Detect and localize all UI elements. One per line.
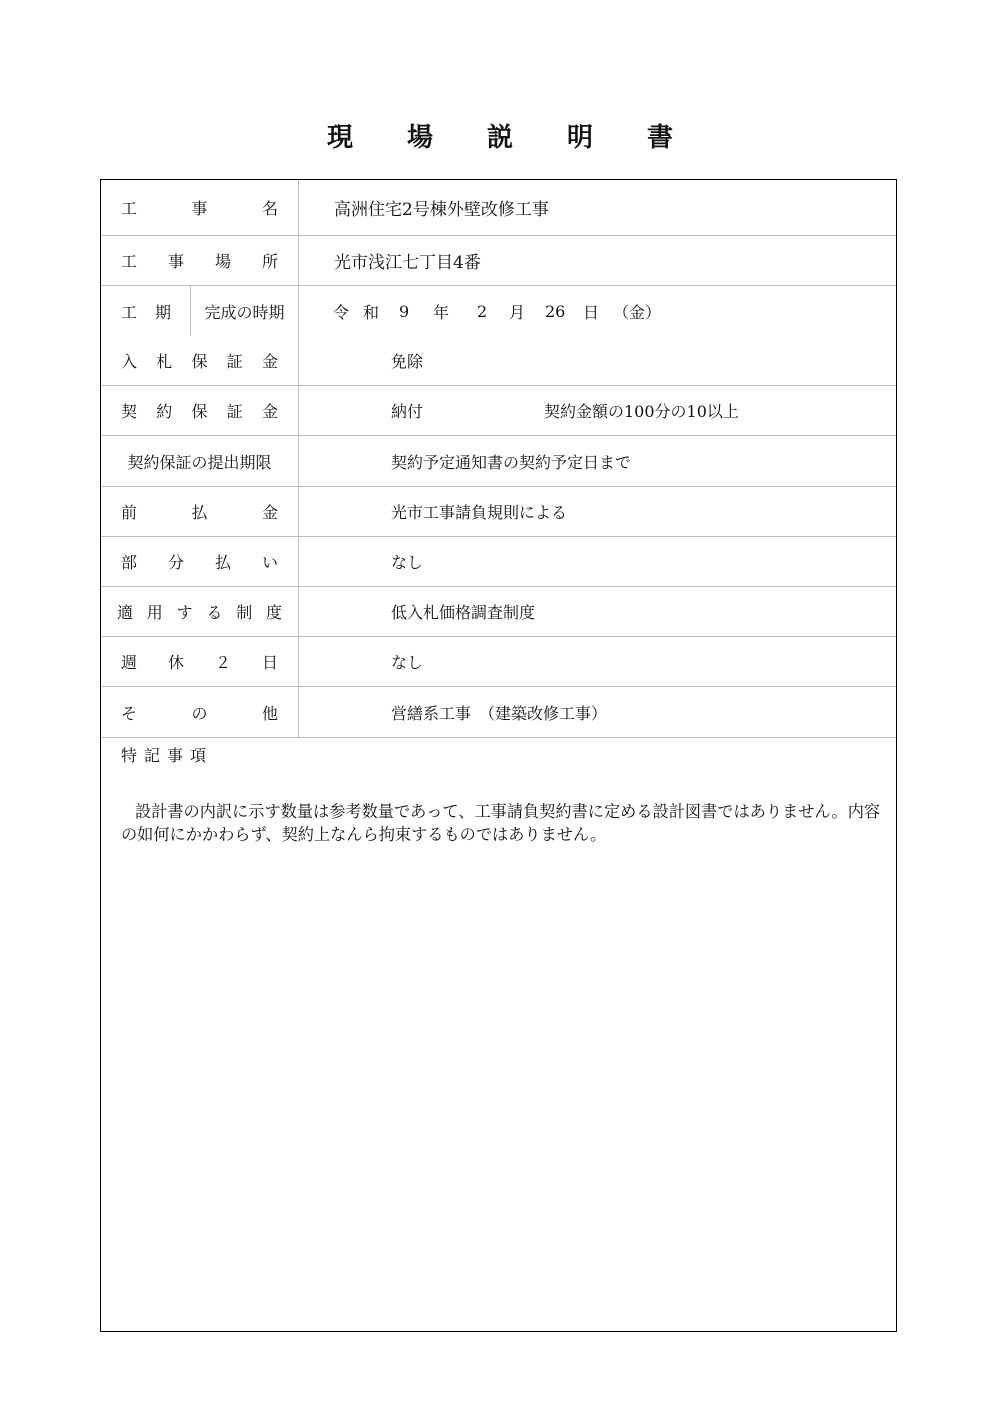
title-char: 場: [406, 123, 433, 153]
completion-label: 完成の時期: [191, 286, 299, 336]
row-other: [101, 687, 896, 738]
row-bid-bond: [101, 336, 896, 386]
contract-bond-value: 納付: [391, 402, 424, 421]
document-table: [100, 179, 897, 1332]
location-value: 光市浅江七丁目4番: [334, 253, 481, 273]
bid-bond-label: 入 札 保 証 金: [101, 336, 299, 385]
row-period: [101, 286, 896, 336]
contract-bond-label: 契 約 保 証 金: [101, 386, 299, 435]
partial-payment-label: 部 分 払 い: [101, 537, 299, 586]
row-location: [101, 236, 896, 286]
applicable-system-label: 適 用 す る 制 度: [101, 587, 299, 636]
advance-payment-value: 光市工事請負規則による: [391, 503, 568, 522]
two-day-weekend-label: 週 休 ２ 日: [101, 637, 299, 686]
row-two-day-weekend: [101, 637, 896, 687]
row-advance-payment: [101, 487, 896, 537]
page-title: [0, 118, 1000, 158]
row-bond-deadline: [101, 436, 896, 487]
row-project-name: [101, 180, 896, 236]
row-partial-payment: [101, 537, 896, 587]
notes-text: 設計書の内訳に示す数量は参考数量であって、工事請負契約書に定める設計図書ではありません。内容の如何にかかわらず、契約上なんら拘束するものではありません。: [121, 802, 881, 844]
notes-label: 特 記 事 項: [121, 746, 207, 765]
project-name-value: 高洲住宅2号棟外壁改修工事: [334, 200, 549, 220]
other-label: そ の 他: [101, 687, 299, 737]
period-label: 工 期: [121, 302, 171, 322]
title-char: 説: [486, 123, 513, 153]
bond-deadline-value: 契約予定通知書の契約予定日まで: [391, 452, 632, 472]
location-label: 工 事 場 所: [101, 236, 299, 285]
row-applicable-system: [101, 587, 896, 637]
project-name-label: 工 事 名: [101, 180, 299, 235]
row-contract-bond: [101, 386, 896, 436]
title-char: 現: [326, 123, 353, 153]
two-day-weekend-value: なし: [391, 653, 424, 672]
bond-deadline-label: 契約保証の提出期限: [101, 436, 299, 486]
title-char: 明: [566, 123, 593, 153]
advance-payment-label: 前 払 金: [101, 487, 299, 536]
title-char: 書: [646, 123, 673, 153]
bid-bond-value: 免除: [391, 352, 424, 371]
completion-date: 令 和 9 年 2 月 26 日 （金）: [333, 301, 662, 322]
partial-payment-value: なし: [391, 553, 424, 572]
contract-bond-note: 契約金額の100分の10以上: [544, 402, 739, 421]
applicable-system-value: 低入札価格調査制度: [391, 603, 536, 622]
other-value: 営繕系工事 （建築改修工事）: [391, 703, 608, 723]
